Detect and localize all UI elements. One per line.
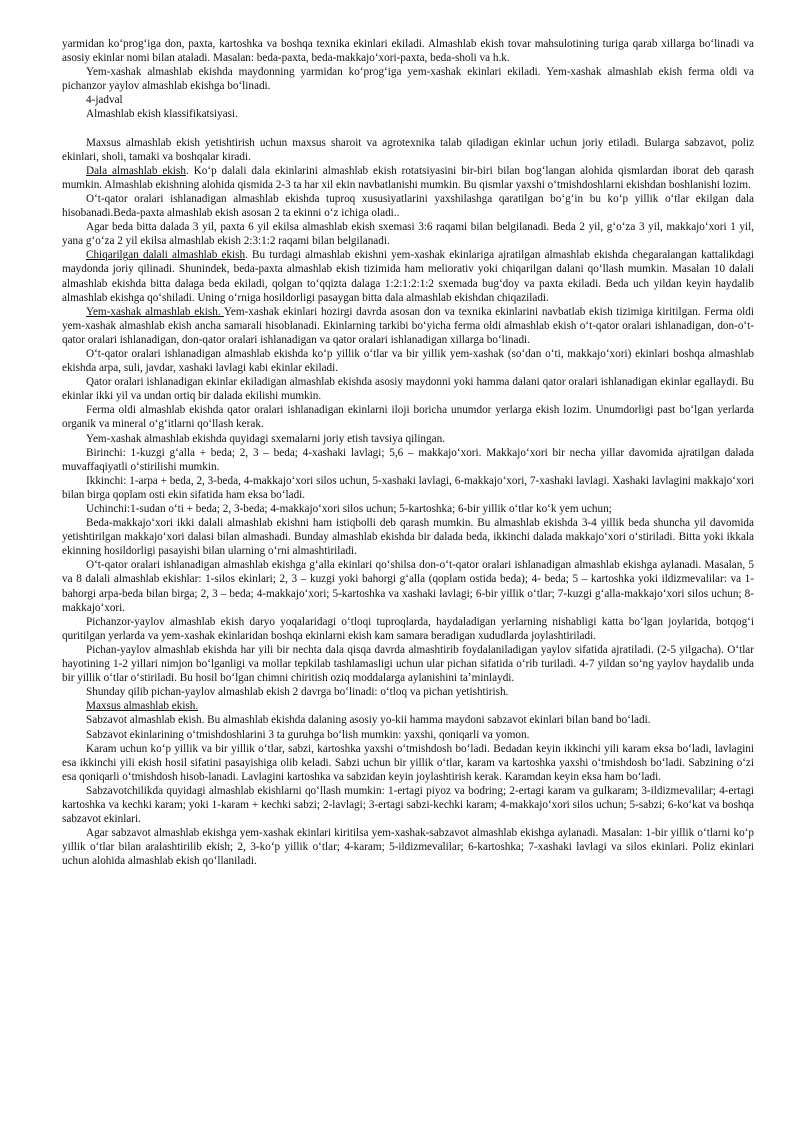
- paragraph: [62, 65, 754, 93]
- section-heading: Dala almashlab ekish: [86, 164, 186, 177]
- paragraph-text: Agar sabzavot almashlab ekishga yem-xashak ekinlari kiritilsa yem-xashak-sabzavot almashlab ekishga aylanadi. Masalan: 1-bir yillik oʻtlarni koʻp yillik oʻtlar bilan aralashtirilib ekish; 2, 3-koʻp yillik oʻtlar; 4-karam; 5-ildizmevalilar; 6-kartoshka; 7-xashaki lavlagi va silos ekinlari. Poliz ekinlari uchun alohida almashlab ekish qoʻllaniladi.: [62, 827, 754, 868]
- paragraph-text: Almashlab ekish klassifikatsiyasi.: [86, 108, 238, 121]
- paragraph-text: Yem-xashak almashlab ekishda quyidagi sxemalarni joriy etish tavsiya qilingan.: [86, 432, 445, 445]
- section-heading: Yem-xashak almashlab ekish.: [86, 305, 224, 318]
- paragraph: [62, 375, 754, 403]
- paragraph: [62, 347, 754, 375]
- paragraph: [62, 403, 754, 431]
- paragraph-text: Beda-makkajoʻxori ikki dalali almashlab ekishni ham istiqbolli deb qarash mumkin. Bu almashlab ekishda 3-4 yillik beda shuncha yil davomida yetishtirilgan makkajoʻxori dalasi bilan almashadi. Bunday almashlab ekishda bir dalada beda, ikkinchi dalada makkajoʻxori oʻstiriladi. Bitta yoki ikkala ekinning hosildorligi pasayishi bilan ularning oʻrni almashtiriladi.: [62, 517, 754, 558]
- paragraph: [62, 784, 754, 826]
- paragraph-text: Maxsus almashlab ekish yetishtirish uchun maxsus sharoit va agrotexnika talab qiladigan ekinlar uchun joriy etiladi. Bularga sabzavot, poliz ekinlari, sholi, tamaki va boshqalar kiradi.: [62, 136, 754, 163]
- paragraph: [62, 248, 754, 304]
- paragraph: [62, 685, 754, 699]
- paragraph: [62, 826, 754, 868]
- paragraph: [62, 516, 754, 558]
- paragraph: [62, 164, 754, 192]
- paragraph: [62, 432, 754, 446]
- paragraph: [62, 37, 754, 65]
- paragraph-text: Shunday qilib pichan-yaylov almashlab ekish 2 davrga boʻlinadi: oʻtloq va pichan yetishtirish.: [86, 686, 509, 699]
- blank-line: [62, 122, 754, 136]
- paragraph-text: Uchinchi:1-sudan oʻti + beda; 2, 3-beda; 4-makkajoʻxori silos uchun; 5-kartoshka; 6-bir yillik oʻtlar koʻk yem uchun;: [86, 503, 612, 515]
- paragraph: [62, 192, 754, 220]
- paragraph: [62, 93, 754, 107]
- paragraph-text: . Koʻp dalali dala ekinlarini almashlab ekish rotatsiyasini bir-biri bilan bogʻlangan alohida qismlardan iborat deb qarash mumkin. Almashlab ekishning alohida qismida 2-3 ta har xil ekin navbatlanishi mumkin. Bu qismlar yaxshi oʻtmishdoshlarni ekishdan boshlanishi lozim.: [62, 164, 754, 191]
- paragraph-text: Oʻt-qator oralari ishlanadigan almashlab ekishga gʻalla ekinlari qoʻshilsa don-oʻt-qator oralari ishlanadigan almashlab ekishga aylanadi. Masalan, 5 va 8 dalali almashlab ekishlar: 1-silos ekinlari; 2, 3 – kuzgi yoki bahorgi gʻalla (qoplam ostida beda); 4- beda; 5 – kartoshka yoki ildizmevalilar: va 1-bahorgi arpa-beda bilan birga; 2, 3 – beda; 4-makkajoʻxori; 5-kartoshka va xashaki lavlagi; 6-bir yillik oʻtlar; 7-kuzgi gʻalla-makkajoʻxori silos uchun; 8-makkajoʻxori.: [62, 559, 754, 614]
- paragraph: [62, 305, 754, 347]
- paragraph: [62, 446, 754, 474]
- paragraph-text: yarmidan koʻprogʻiga don, paxta, kartoshka va boshqa texnika ekinlari ekiladi. Almashlab ekish tovar mahsulotining turiga qarab xillarga boʻlinadi va asosiy ekinlar nomi bilan ataladi. Masalan: beda-paxta, beda-makkajoʻxori-paxta, beda-sholi va h.k.: [62, 38, 754, 65]
- paragraph-text: 4-jadval: [86, 94, 123, 107]
- paragraph: [62, 643, 754, 685]
- paragraph-text: Oʻt-qator oralari ishlanadigan almashlab ekishda tuproq xususiyatlarini yaxshilashga qaratilgan boʻgʻin bu koʻp yillik oʻtlar ekilgan dala hisobanadi.Beda-paxta almashlab ekish asosan 2 ta ekinni oʻz ichiga oladi..: [62, 192, 754, 220]
- paragraph: [62, 136, 754, 164]
- paragraph-text: Yem-xashak ekinlari hozirgi davrda asosan don va texnika ekinlarini navbatlab ekish tizimiga kiritilgan. Ferma oldi yem-xashak almashlab ekish ancha samarali hisoblanadi. Ekinlarning tarkibi boʻyicha ferma oldi almashlab ekish oʻt-qator oralari ishlanadigan, don-oʻt-qator oralari ishlanadigan, don-qator oralari ishlanadigan va qator oralari ishlanadigan xillarga boʻlinadi.: [62, 305, 754, 346]
- paragraph: [62, 474, 754, 502]
- paragraph-text: Oʻt-qator oralari ishlanadigan almashlab ekishda koʻp yillik oʻtlar va bir yillik yem-xashak (soʻdan oʻti, makkajoʻxori) ekinlari boshqa almashlab ekishda arpa, suli, javdar, xashaki lavlagi kabi ekinlar ekiladi.: [62, 347, 754, 375]
- paragraph-text: Ikkinchi: 1-arpa + beda, 2, 3-beda, 4-makkajoʻxori silos uchun, 5-xashaki lavlagi, 6-makkajoʻxori, 7-xashaki lavlagi. Xashaki lavlagini makkajoʻxori bilan birga qoplam osti ekin sifatida ham eksa boʻladi.: [62, 474, 754, 501]
- paragraph-text: Sabzavotchilikda quyidagi almashlab ekishlarni qoʻllash mumkin: 1-ertagi piyoz va bodring; 2-ertagi karam va gulkaram; 3-ildizmevalilar; 4-ertagi kartoshka va kechki karam; yoki 1-karam + kechki sabzi; 2-lavlagi; 3-ertagi sabzi-kechki karam; 4-makkajoʻxori silos uchun; 5-sabzi; 6-koʻkat va boshqa sabzavot ekinlari.: [62, 784, 754, 826]
- paragraph: [62, 699, 754, 713]
- paragraph: [62, 558, 754, 614]
- paragraph: [62, 220, 754, 248]
- paragraph-text: Qator oralari ishlanadigan ekinlar ekiladigan almashlab ekishda asosiy maydonni yoki hamma dalani qator oralari ishlanadigan ekinlar egallaydi. Bu ekinlar ikki yil va undan ortiq bir dalada ekilishi mumkin.: [62, 376, 754, 403]
- paragraph-text: Sabzavot ekinlarining oʻtmishdoshlarini 3 ta guruhga boʻlish mumkin: yaxshi, qoniqarli va yomon.: [86, 728, 530, 741]
- paragraph-text: Karam uchun koʻp yillik va bir yillik oʻtlar, sabzi, kartoshka yaxshi oʻtmishdosh boʻladi. Bedadan keyin ikkinchi yili karam eksa boʻladi, lavlagini esa ikkinchi yili ekish hosil sifatini pasayishiga olib keladi. Sabzi uchun bir yillik oʻtlar, karam va kartoshka yaxshi oʻtmishdosh boʻladi. Sabzining oʻzi esa qoniqarli oʻtmishdosh hisob-lanadi. Lavlagini kartoshka va sabzidan keyin joylashtirish kerak. Karamdan keyin eksa ham boʻladi.: [62, 742, 754, 783]
- paragraph: [62, 728, 754, 742]
- paragraph: [62, 742, 754, 784]
- paragraph-text: Agar beda bitta dalada 3 yil, paxta 6 yil ekilsa almashlab ekish sxemasi 3:6 raqami bilan belgilanadi. Beda 2 yil, gʻoʻza 3 yil, makkajoʻxori 1 yil, yana gʻoʻza 2 yil ekilsa almashlab ekish 2:3:1:2 raqami bilan belgilanadi.: [62, 221, 754, 248]
- paragraph-text: . Bu turdagi almashlab ekishni yem-xashak ekinlariga ajratilgan almashlab ekishda chegaralangan kattalikdagi maydonda joriy qilinadi. Shunindek, beda-paxta almashlab ekish tizimida ham meliorativ yoki chiqarilgan dalani qoʻllash mumkin. Masalan 10 dalali almashlab ekishda bitta dalaga beda ekiladi, qolgan toʻqqizta dalaga 1:2:1:2:1:2 sxemada bugʻdoy va paxta ekiladi. Beda uch yildan keyin haydalib almashlab ekishga qoʻshiladi. Uning oʻrniga hosildorligi pasaygan bitta dala almashlab ekishdan chiqaziladi.: [62, 249, 754, 304]
- section-heading: Chiqarilgan dalali almashlab ekish: [86, 249, 246, 262]
- paragraph-text: Sabzavot almashlab ekish. Bu almashlab ekishda dalaning asosiy yo-kii hamma maydoni sabzavot ekinlari bilan band boʻladi.: [86, 714, 651, 727]
- paragraph: [62, 713, 754, 727]
- paragraph-text: Pichan-yaylov almashlab ekishda har yili bir nechta dala qisqa davrda almashtirib foydalaniladigan yaylov sifatida ajratiladi. (2-5 yilgacha). Oʻtlar hayotining 1-2 yillari nimjon boʻlganligi va mollar tepkilab tashlamasligi uchun ular pichan sifatida oʻrib turiladi. 4-7 yildan soʻng yaylov haydalib unda bir yillik oʻtlar oʻstiriladi. Bu hosil boʻlgan chimni chiritish oziq moddalarga aylanishini taʼminlaydi.: [62, 643, 754, 685]
- paragraph-text: Pichanzor-yaylov almashlab ekish daryo yoqalaridagi oʻtloqi tuproqlarda, haydaladigan yerlarning nishabligi katta boʻlgan joylarida, botqogʻi quritilgan yerlarda va yem-xashak ekinlaridan boshqa ekinlarni ekish kam samara beradigan xududlarda joylashtiriladi.: [62, 615, 754, 642]
- paragraph: [62, 615, 754, 643]
- paragraph: [62, 107, 754, 121]
- paragraph-text: Yem-xashak almashlab ekishda maydonning yarmidan koʻprogʻiga yem-xashak ekinlari ekiladi. Yem-xashak almashlab ekish ferma oldi va pichanzor yaylov almashlab ekishga boʻlinadi.: [62, 66, 754, 93]
- paragraph-text: Ferma oldi almashlab ekishda qator oralari ishlanadigan ekinlarni iloji boricha unumdor yerlarga ekish lozim. Unumdorligi past boʻlgan yerlarda organik va mineral oʻgʻitlarni qoʻllash kerak.: [62, 404, 754, 431]
- paragraph: [62, 502, 754, 516]
- section-heading: Maxsus almashlab ekish.: [86, 700, 199, 713]
- paragraph-text: Birinchi: 1-kuzgi gʻalla + beda; 2, 3 – beda; 4-xashaki lavlagi; 5,6 – makkajoʻxori. Makkajoʻxori bir necha yillar davomida ajratilgan dalada muvaffaqiyatli oʻstirilishi mumkin.: [62, 446, 754, 473]
